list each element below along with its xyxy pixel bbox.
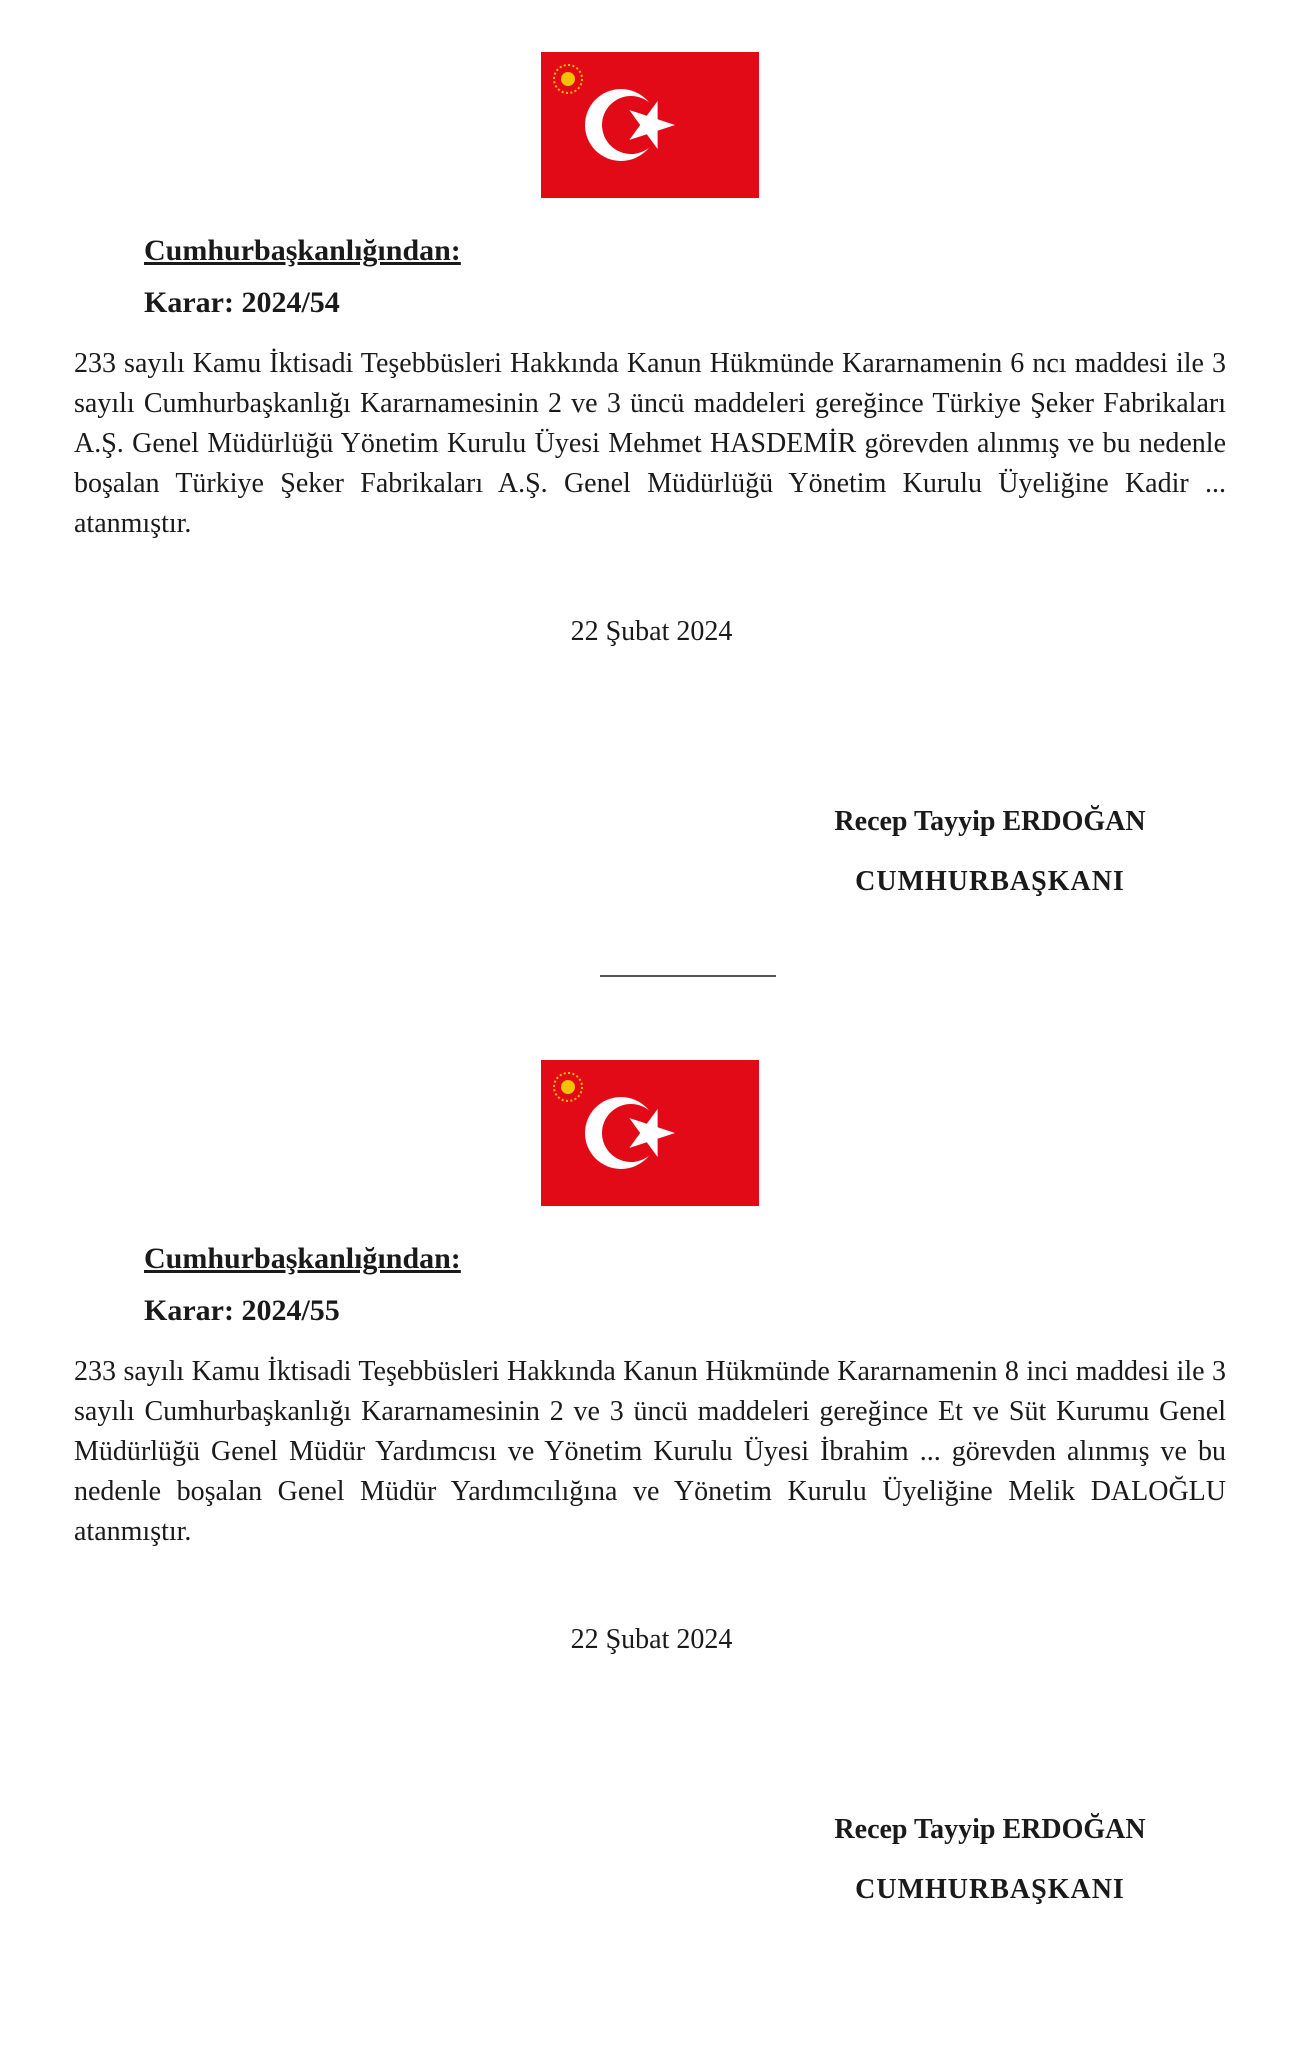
- decision-number: Karar: 2024/55: [144, 1294, 340, 1327]
- signature-title: CUMHURBAŞKANI: [855, 866, 1125, 897]
- decree-date: 22 Şubat 2024: [570, 616, 733, 647]
- issuer-heading: Cumhurbaşkanlığından:: [144, 1242, 461, 1275]
- decree-body: 233 sayılı Kamu İktisadi Teşebbüsleri Hakkında Kanun Hükmünde Kararnamenin 6 ncı maddesi ile 3 sayılı Cumhurbaşkanlığı Kararnamesinin 2 ve 3 üncü maddeleri gereğince Türkiye Şeker Fabrikaları A.Ş. Genel Müdürlüğü Yönetim Kurulu Üyesi Mehmet HASDEMİR görevden alınmış ve bu nedenle boşalan Türkiye Şeker Fabrikaları A.Ş. Genel Müdürlüğü Yönetim Kurulu Üyeliğine Kadir ... atanmıştır.: [74, 348, 1226, 539]
- decree-date: 22 Şubat 2024: [570, 1624, 733, 1655]
- issuer-heading: Cumhurbaşkanlığından:: [144, 234, 461, 267]
- turkish-flag-emblem: [541, 1060, 759, 1206]
- flag-icon: [541, 52, 759, 198]
- decree-body: 233 sayılı Kamu İktisadi Teşebbüsleri Hakkında Kanun Hükmünde Kararnamenin 8 inci maddesi ile 3 sayılı Cumhurbaşkanlığı Kararnamesinin 2 ve 3 üncü maddeleri gereğince Et ve Süt Kurumu Genel Müdürlüğü Genel Müdür Yardımcısı ve Yönetim Kurulu Üyesi İbrahim ... görevden alınmış ve bu nedenle boşalan Genel Müdür Yardımcılığına ve Yönetim Kurulu Üyeliğine Melik DALOĞLU atanmıştır.: [74, 1356, 1226, 1547]
- signature-name: Recep Tayyip ERDOĞAN: [834, 806, 1146, 837]
- decision-number: Karar: 2024/54: [144, 286, 340, 319]
- flag-icon: [541, 1060, 759, 1206]
- turkish-flag-emblem: [541, 52, 759, 198]
- decree-separator: [600, 975, 776, 977]
- signature-name: Recep Tayyip ERDOĞAN: [834, 1814, 1146, 1845]
- signature-title: CUMHURBAŞKANI: [855, 1874, 1125, 1905]
